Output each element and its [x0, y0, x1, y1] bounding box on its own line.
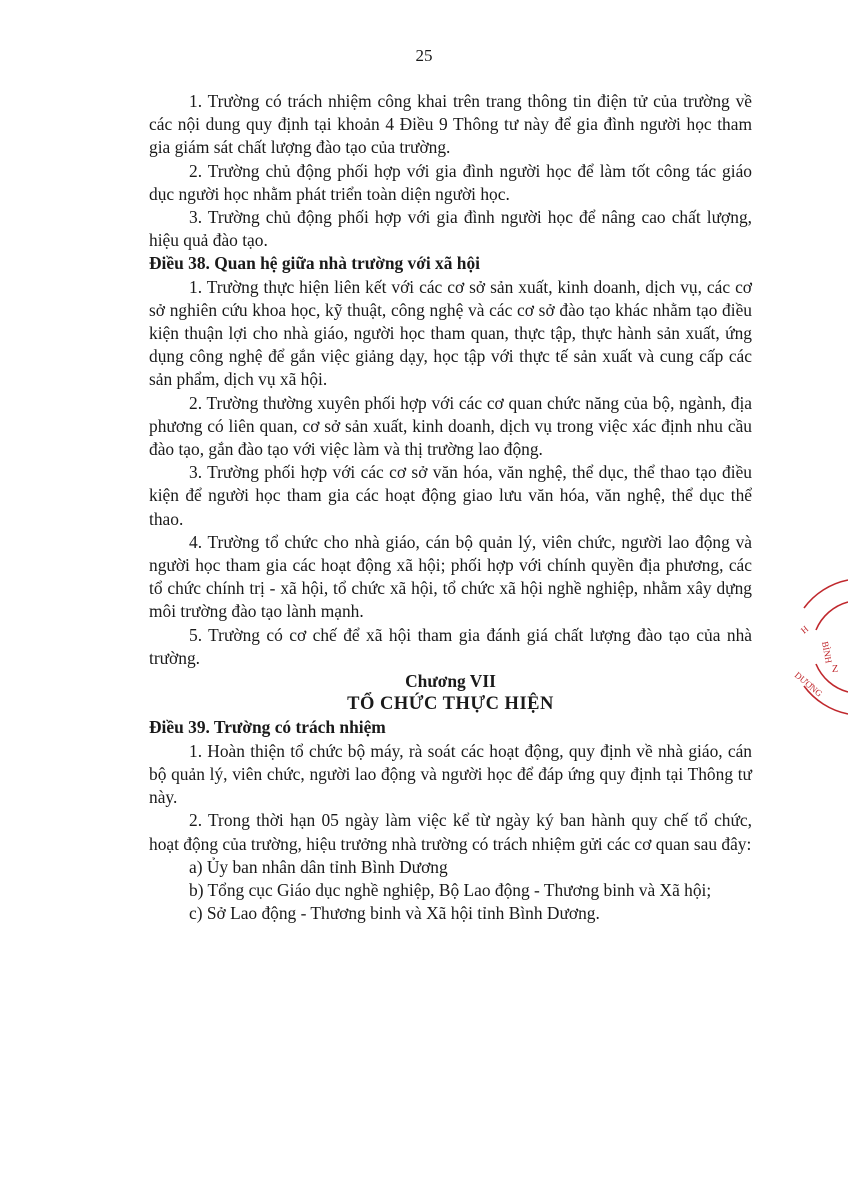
paragraph: c) Sở Lao động - Thương binh và Xã hội tỉnh Bình Dương. [189, 903, 600, 924]
chapter-title: TỔ CHỨC THỰC HIỆN [347, 694, 554, 715]
article-38-heading: Điều 38. Quan hệ giữa nhà trường với xã hội [149, 253, 480, 274]
paragraph: a) Ủy ban nhân dân tỉnh Bình Dương [189, 856, 448, 877]
paragraph: 4. Trường tổ chức cho nhà giáo, cán bộ quản lý, viên chức, người lao động và người học tham gia các hoạt động xã hội; phối hợp với chính quyền địa phương, các tổ chức chính trị - xã hội, tổ chức xã hội, tổ chức xã hội nghề nghiệp, nhằm xây dựng môi trường đào tạo lành mạnh. [149, 531, 752, 622]
paragraph: 1. Trường có trách nhiệm công khai trên trang thông tin điện tử của trường về các nội dung quy định tại khoản 4 Điều 9 Thông tư này để gia đình người học tham gia giám sát chất lượng đào tạo của trường. [149, 91, 752, 158]
seal-text-top: BÌNH [820, 640, 834, 665]
page-number: 25 [415, 46, 433, 65]
article-39-heading: Điều 39. Trường có trách nhiệm [149, 717, 386, 738]
paragraph: 2. Trong thời hạn 05 ngày làm việc kể từ ngày ký ban hành quy chế tổ chức, hoạt động của trường, hiệu trưởng nhà trường có trách nhiệm gửi các cơ quan sau đây: [149, 810, 752, 854]
paragraph: 1. Hoàn thiện tổ chức bộ máy, rà soát các hoạt động, quy định về nhà giáo, cán bộ quản lý, viên chức, người lao động và người học để đáp ứng quy định tại Thông tư này. [149, 740, 752, 808]
paragraph: 1. Trường thực hiện liên kết với các cơ sở sản xuất, kinh doanh, dịch vụ, các cơ sở nghiên cứu khoa học, kỹ thuật, công nghệ và các cơ sở đào tạo khác nhằm tạo điều kiện thuận lợi cho nhà giáo, người học tham quan, thực tập, thực hành sản xuất, ứng dụng công nghệ để gắn việc giảng dạy, học tập với thực tế sản xuất và cung cấp các sản phẩm, dịch vụ xã hội. [149, 276, 752, 390]
document-body [149, 90, 752, 925]
chapter-label: Chương VII [405, 671, 496, 692]
svg-text:Z: Z [832, 664, 839, 675]
seal-stamp-icon [786, 572, 848, 722]
paragraph: 2. Trường thường xuyên phối hợp với các cơ quan chức năng của bộ, ngành, địa phương có liên quan, cơ sở sản xuất, kinh doanh, dịch vụ trong việc xác định nhu cầu đào tạo, gắn đào tạo với việc làm và thị trường lao động. [149, 392, 752, 460]
paragraph: 3. Trường phối hợp với các cơ sở văn hóa, văn nghệ, thể dục, thể thao tạo điều kiện để người học tham gia các hoạt động giao lưu văn hóa, văn nghệ, thể dục thể thao. [149, 462, 752, 529]
paragraph: 2. Trường chủ động phối hợp với gia đình người học để làm tốt công tác giáo dục người học nhằm phát triển toàn diện người học. [149, 160, 752, 204]
paragraph: b) Tổng cục Giáo dục nghề nghiệp, Bộ Lao động - Thương binh và Xã hội; [189, 879, 712, 900]
paragraph: 3. Trường chủ động phối hợp với gia đình người học để nâng cao chất lượng, hiệu quả đào tạo. [149, 207, 752, 251]
paragraph: 5. Trường có cơ chế để xã hội tham gia đánh giá chất lượng đào tạo của nhà trường. [149, 624, 752, 668]
svg-text:H: H [798, 623, 811, 636]
seal-text-bottom: DƯƠNG [792, 669, 825, 699]
